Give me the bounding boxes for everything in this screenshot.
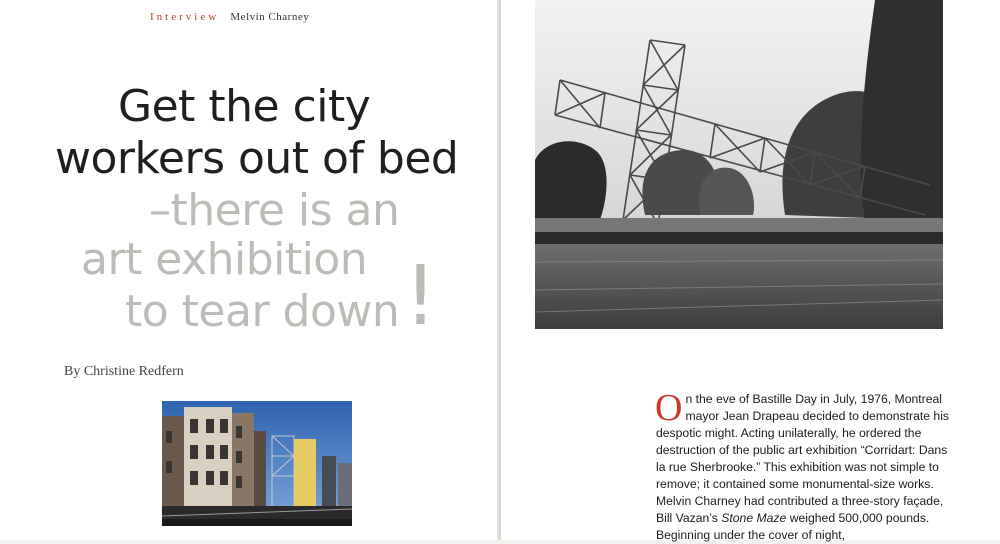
- drop-cap: O: [655, 387, 683, 429]
- headline-line-5: to tear down: [125, 286, 400, 337]
- left-page: [0, 0, 499, 540]
- article-body: [655, 387, 956, 544]
- headline-line-3: –there is an: [149, 185, 400, 236]
- artwork-title: Stone Maze: [721, 511, 787, 525]
- scaffold-cross-photo: [535, 0, 943, 329]
- body-text-part-2: weighed 500,000 pounds. Beginning under the cover of night,: [656, 511, 930, 542]
- body-text-part-1: n the eve of Bastille Day in July, 1976, Montreal mayor Jean Drapeau decided to demonstrate his despotic might. Acting unilaterally, he ordered the destruction of the public art exhibition “Corridart: Dans la rue Sherbrooke.” This exhibition was not simple to remove; it contained some monumental-size works. Melvin Charney had contributed a three-story façade, Bill Vazan’s: [656, 392, 949, 525]
- street-photo-image: [162, 401, 352, 526]
- headline-line-2: workers out of bed: [55, 133, 459, 184]
- interview-subject: Melvin Charney: [230, 11, 310, 23]
- right-page: [501, 0, 1000, 540]
- scaffold-cross-image: [535, 0, 943, 329]
- headline-line-1: Get the city: [118, 81, 371, 132]
- headline-line-4: art exhibition: [81, 234, 368, 285]
- section-label: Interview: [150, 11, 220, 23]
- headline-exclamation: !: [404, 249, 437, 344]
- byline: By Christine Redfern: [64, 364, 184, 379]
- section-kicker: [150, 11, 309, 23]
- street-photo: [162, 401, 352, 526]
